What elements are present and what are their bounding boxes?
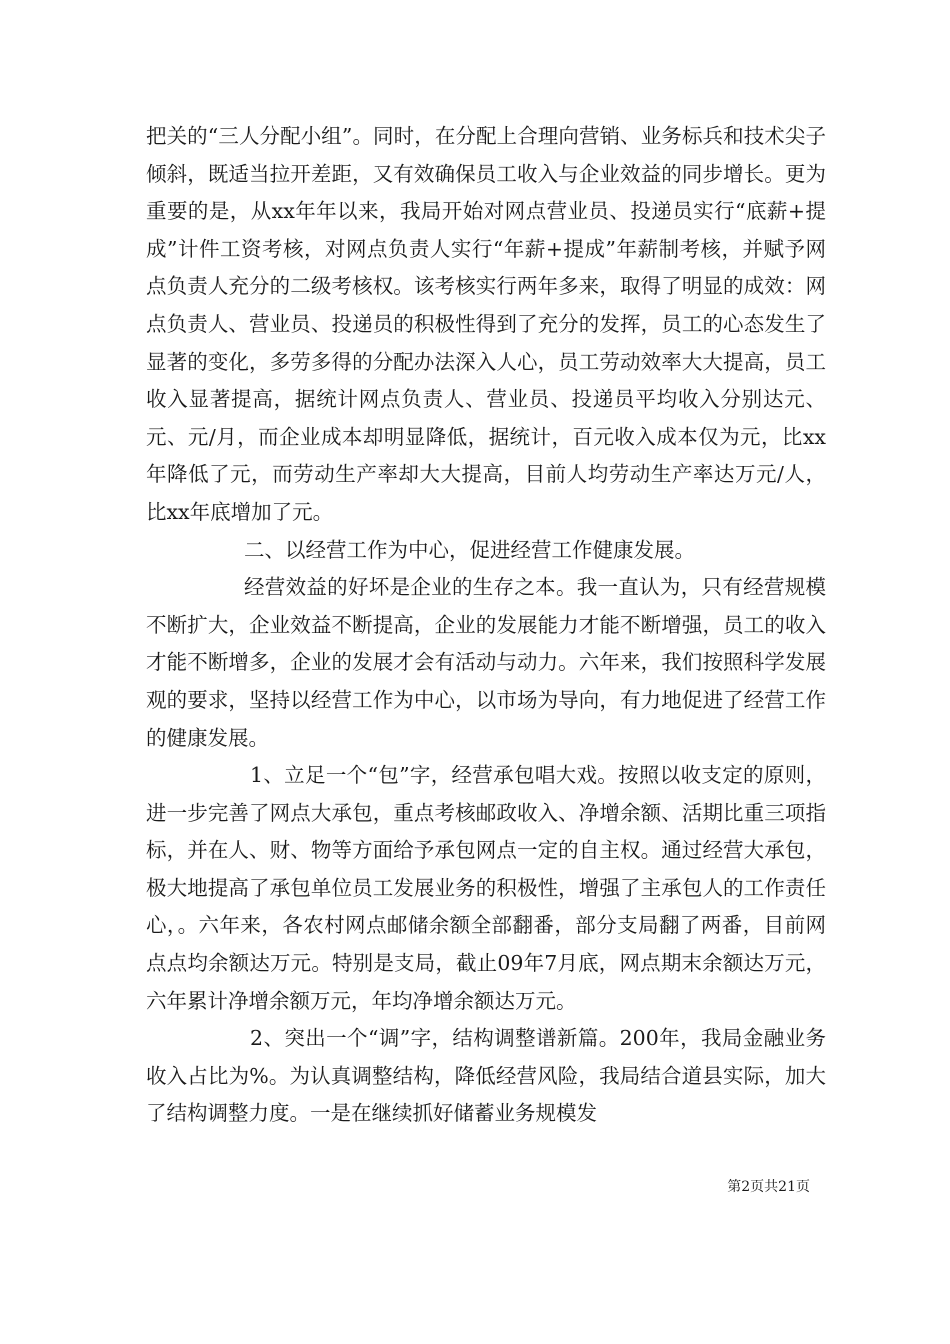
document-body (146, 118, 826, 1133)
paragraph-continuation: 把关的“三人分配小组”。同时，在分配上合理向营销、业务标兵和技术尖子倾斜，既适当拉开差距，又有效确保员工收入与企业效益的同步增长。更为重要的是，从xx年年以来，我局开始对网点营业员、投递员实行“底薪+提成”计件工资考核，对网点负责人实行“年薪+提成”年薪制考核，并赋予网点负责人充分的二级考核权。该考核实行两年多来，取得了明显的成效：网点负责人、营业员、投递员的积极性得到了充分的发挥，员工的心态发生了显著的变化，多劳多得的分配办法深入人心，员工劳动效率大大提高，员工收入显著提高，据统计网点负责人、营业员、投递员平均收入分别达元、元、元/月，而企业成本却明显降低，据统计，百元收入成本仅为元，比xx年降低了元，而劳动生产率却大大提高，目前人均劳动生产率达万元/人，比xx年底增加了元。 (146, 124, 826, 524)
paragraph-intro: 经营效益的好坏是企业的生存之本。我一直认为，只有经营规模不断扩大，企业效益不断提高，企业的发展能力才能不断增强，员工的收入才能不断增多，企业的发展才会有活动与动力。六年来，我们按照科学发展观的要求，坚持以经营工作为中心，以市场为导向，有力地促进了经营工作的健康发展。 (146, 575, 826, 750)
page-number-footer: 第2页共21页 (727, 1179, 810, 1195)
list-item-1: 1、立足一个“包”字，经营承包唱大戏。按照以收支定的原则，进一步完善了网点大承包，重点考核邮政收入、净增余额、活期比重三项指标，并在人、财、物等方面给予承包网点一定的自主权。通过经营大承包，极大地提高了承包单位员工发展业务的积极性，增强了主承包人的工作责任心，。六年来，各农村网点邮储余额全部翻番，部分支局翻了两番，目前网点点均余额达万元。特别是支局，截止09年7月底，网点期末余额达万元，六年累计净增余额万元，年均净增余额达万元。 (146, 763, 826, 1013)
section-heading: 二、以经营工作为中心，促进经营工作健康发展。 (244, 537, 695, 562)
list-item-2: 2、突出一个“调”字，结构调整谱新篇。200年，我局金融业务收入占比为%。为认真调整结构，降低经营风险，我局结合道县实际，加大了结构调整力度。一是在继续抓好储蓄业务规模发 (146, 1026, 826, 1126)
